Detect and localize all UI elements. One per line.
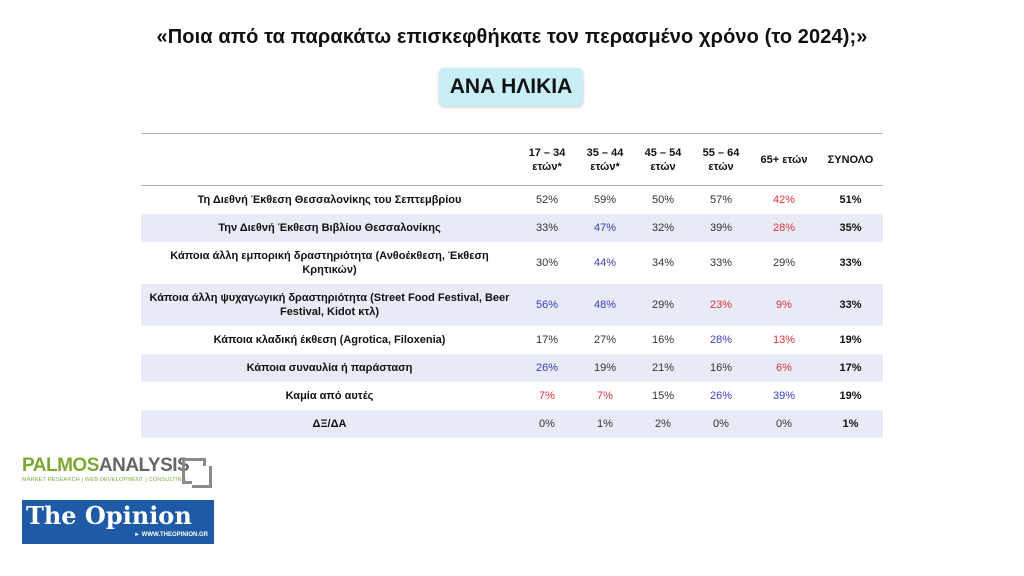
cell: 23% <box>709 298 733 311</box>
cell: 32% <box>651 221 675 234</box>
cell: 7% <box>597 389 613 402</box>
cell: 42% <box>772 193 796 206</box>
cell-total: 35% <box>839 221 862 234</box>
cell: 7% <box>539 389 555 402</box>
header-col-total: ΣΥΝΟΛΟ <box>827 153 874 166</box>
row-label: Κάποια άλλη ψυχαγωγική δραστηριότητα (Street Food Festival, Beer Festival, Kidot κτλ) <box>149 291 510 318</box>
cell: 30% <box>535 256 559 269</box>
row-label: Κάποια άλλη εμπορική δραστηριότητα (Ανθοέκθεση, Έκθεση Κρητικών) <box>170 249 489 276</box>
cell-total: 17% <box>839 361 862 374</box>
palmos-analysis-logo <box>22 456 214 490</box>
cell: 17% <box>535 333 559 346</box>
results-table <box>141 133 883 438</box>
cell: 16% <box>709 361 733 374</box>
table-row <box>141 382 883 410</box>
table-header-row <box>141 134 883 186</box>
header-col: 45 – 54 ετών <box>644 146 682 173</box>
table-row <box>141 242 883 284</box>
header-label <box>141 134 518 186</box>
cell: 26% <box>709 389 733 402</box>
header-col: 55 – 64 ετών <box>702 146 740 173</box>
row-label: Την Διεθνή Έκθεση Βιβλίου Θεσσαλονίκης <box>218 221 441 234</box>
row-label: ΔΞ/ΔΑ <box>312 417 347 430</box>
table-row <box>141 186 883 214</box>
row-label: Καμία από αυτές <box>285 389 374 402</box>
cell: 0% <box>713 417 729 430</box>
cell: 59% <box>593 193 617 206</box>
opinion-wordmark: The Opinion <box>26 501 192 530</box>
cell: 26% <box>535 361 559 374</box>
row-label: Κάποια συναυλία ή παράσταση <box>246 361 413 374</box>
cell: 9% <box>776 298 792 311</box>
cell: 52% <box>535 193 559 206</box>
row-label: Κάποια κλαδική έκθεση (Agrotica, Filoxenia) <box>213 333 446 346</box>
opinion-url: ► WWW.THEOPINION.GR <box>134 532 208 538</box>
cell-total: 51% <box>839 193 862 206</box>
palmos-tagline: MARKET RESEARCH | WEB DEVELOPMENT | CONSULTING <box>22 477 187 483</box>
cell: 48% <box>593 298 617 311</box>
cell-total: 19% <box>839 333 862 346</box>
cell: 1% <box>597 417 613 430</box>
cell: 15% <box>651 389 675 402</box>
header-col: 17 – 34 ετών* <box>528 146 566 173</box>
cell: 33% <box>535 221 559 234</box>
cell: 33% <box>709 256 733 269</box>
cell: 50% <box>651 193 675 206</box>
cell: 57% <box>709 193 733 206</box>
cell: 39% <box>709 221 733 234</box>
header-col: 35 – 44 ετών* <box>586 146 624 173</box>
cell: 47% <box>593 221 617 234</box>
table-row <box>141 326 883 354</box>
cell: 16% <box>651 333 675 346</box>
row-label: Τη Διεθνή Έκθεση Θεσσαλονίκης του Σεπτεμβρίου <box>197 193 462 206</box>
cell: 2% <box>655 417 671 430</box>
table-row <box>141 410 883 438</box>
palmos-square-icon-2 <box>192 466 212 488</box>
page-title: «Ποια από τα παρακάτω επισκεφθήκατε τον περασμένο χρόνο (το 2024);» <box>156 26 868 48</box>
cell: 28% <box>772 221 796 234</box>
cell: 29% <box>651 298 675 311</box>
cell: 21% <box>651 361 675 374</box>
cell: 29% <box>772 256 796 269</box>
cell-total: 33% <box>839 256 862 269</box>
cell: 19% <box>593 361 617 374</box>
cell: 0% <box>776 417 792 430</box>
header-col: 65+ ετών <box>760 153 808 166</box>
cell: 56% <box>535 298 559 311</box>
cell-total: 1% <box>842 417 859 430</box>
cell: 0% <box>539 417 555 430</box>
cell: 34% <box>651 256 675 269</box>
cell-total: 33% <box>839 298 862 311</box>
cell: 13% <box>772 333 796 346</box>
palmos-wordmark: PALMOSANALYSIS <box>22 455 190 476</box>
table-row <box>141 214 883 242</box>
age-badge: ΑΝΑ ΗΛΙΚΙΑ <box>439 68 583 106</box>
cell: 39% <box>772 389 796 402</box>
cell-total: 19% <box>839 389 862 402</box>
the-opinion-logo <box>22 500 214 544</box>
table-row <box>141 284 883 326</box>
cell: 27% <box>593 333 617 346</box>
table-row <box>141 354 883 382</box>
cell: 44% <box>593 256 617 269</box>
cell: 28% <box>709 333 733 346</box>
cell: 6% <box>776 361 792 374</box>
